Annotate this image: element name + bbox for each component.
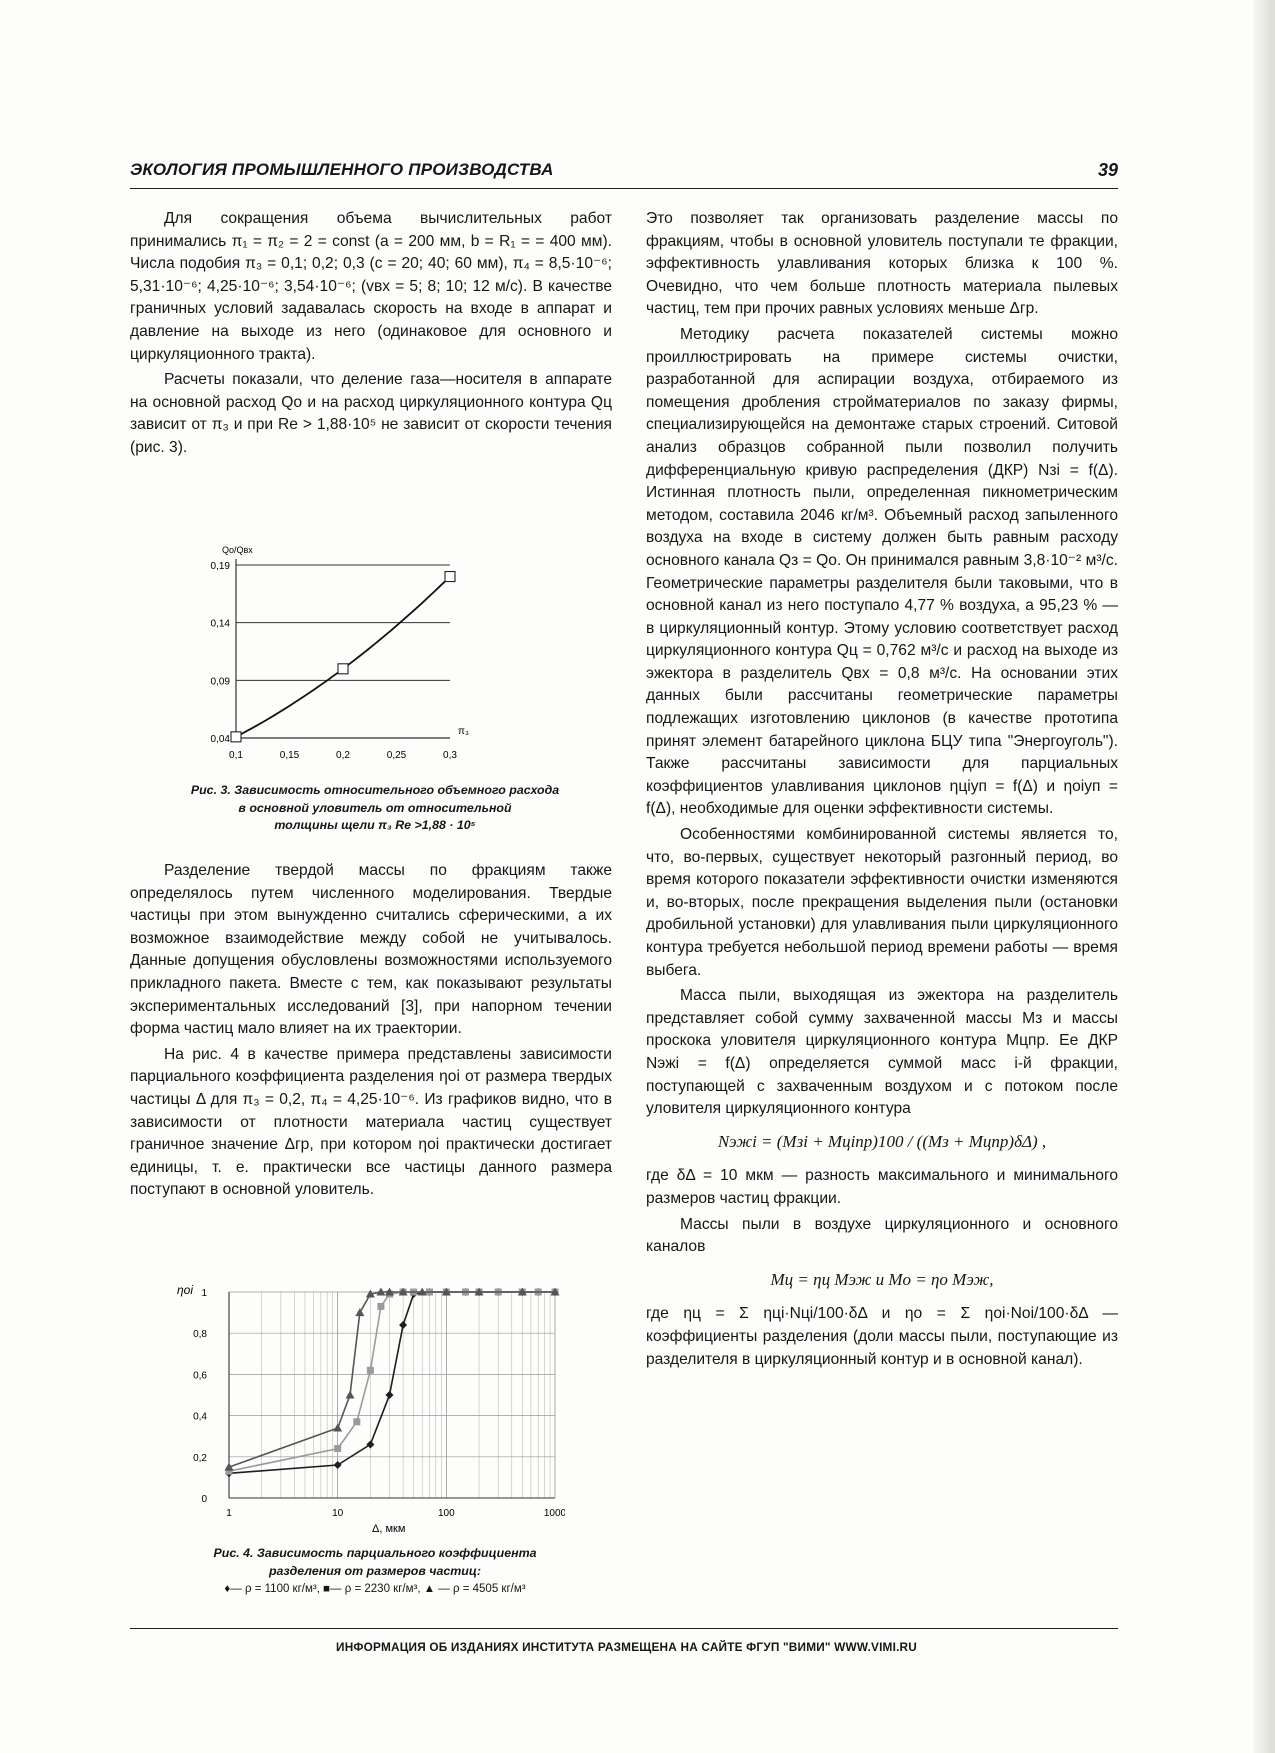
fig4-data-point-density-2230 (377, 1303, 384, 1310)
fig3-x-tick-label: 0,25 (386, 750, 407, 761)
fig3-x-tick-label: 0,1 (229, 750, 243, 761)
fig4-x-tick-label: 100 (437, 1508, 455, 1519)
figure-3-caption (140, 782, 610, 835)
fig4-y-axis-label: ηоi (177, 1283, 194, 1297)
figure-3-svg (200, 530, 530, 780)
fig3-x-axis-label: π₃ (458, 726, 469, 737)
fig4-y-tick-label: 1 (201, 1288, 207, 1299)
fig3-y-tick-label: 0,09 (210, 676, 230, 688)
fig4-data-point-density-1100 (334, 1461, 342, 1469)
left-column-bottom (130, 860, 612, 1205)
fig3-x-tick-label: 0,2 (336, 750, 350, 761)
fig4-y-tick-label: 0,4 (193, 1411, 207, 1423)
fig3-y-tick-label: 0,14 (210, 618, 230, 630)
figure-4-svg (175, 1270, 565, 1535)
left-paragraph-4: На рис. 4 в качестве примера представлены зависимости парциального коэффициента разделения ηоi от размера твердых частицы Δ для π₃ = 0,2, π₄ = 4,25·10⁻⁶. Из графиков видно, что в зависимости от плотности материала частиц существует граничное значение Δгр, при котором ηоi практически достигает единицы, т. е. практически все частицы данного размера поступают в основной уловитель. (130, 1045, 612, 1199)
fig3-x-tick-label: 0,15 (279, 750, 300, 761)
figure-4-caption (140, 1545, 610, 1580)
fig4-series-line-density-1100 (229, 1292, 555, 1473)
figure-4-chart (175, 1270, 565, 1535)
footer-note: ИНФОРМАЦИЯ ОБ ИЗДАНИЯХ ИНСТИТУТА РАЗМЕЩЕНА НА САЙТЕ ФГУП "ВИМИ" WWW.VIMI.RU (336, 1640, 917, 1654)
fig3-data-point (231, 732, 241, 742)
fig4-x-tick-label: 10 (332, 1508, 344, 1519)
journal-title: ЭКОЛОГИЯ ПРОМЫШЛЕННОГО ПРОИЗВОДСТВА (130, 160, 554, 179)
page-header (130, 160, 1118, 186)
fig3-x-tick-label: 0,3 (443, 750, 457, 761)
fig4-data-point-density-2230 (353, 1418, 360, 1425)
footer-rule (130, 1628, 1118, 1629)
fig4-data-point-density-4505 (355, 1308, 364, 1316)
fig4-y-tick-label: 0 (201, 1494, 207, 1505)
right-paragraph-5: где δΔ = 10 мкм — разность максимального и минимального размеров частиц фракции. (646, 1167, 1118, 1207)
right-column (646, 208, 1118, 1374)
figure-3-chart (200, 530, 530, 780)
right-paragraph-2: Методику расчета показателей системы можно проиллюстрировать на примере системы очистки, разработанной для аспирации воздуха, отбираемого из помещения дробления стройматериалов по заказу фирмы, специализирующейся на демонтаже старых строений. Ситовой анализ образцов собранной пыли позволил получить дифференциальную кривую распределения (ДКР) Nзi = f(Δ). Истинная плотность пыли, определенная пикнометрическим методом, составила 2046 кг/м³. Объемный расход запыленного воздуха на входе в систему должен быть равным расходу основного канала Qз = Qо. Он принимался равным 3,8·10⁻² м³/с. Геометрические параметры разделителя были таковыми, что в основной канал из него поступало 4,77 % воздуха, а 95,23 % — в циркуляционный контур. Этому условию соответствует расход циркуляционного контура Qц = 0,762 м³/с и расход на выходе из эжектора в разделитель Qвх = 0,8 м³/с. На основании этих данных были рассчитаны геометрические параметры подлежащих изготовлению циклонов (в качестве прототипа принят элемент батарейного циклона БЦУ типа "Энергоуголь"). Также рассчитаны зависимости для парциальных коэффициентов улавливания циклонов ηцiуп = f(Δ) и ηоiуп = f(Δ), необходимые для оценки эффективности системы. (646, 325, 1118, 818)
fig4-y-tick-label: 0,6 (193, 1370, 207, 1382)
fig4-data-point-density-4505 (346, 1391, 355, 1399)
equation-1: Nэжi = (Mзi + Mцiпр)100 / ((Mз + Mцпр)δΔ) , (717, 1131, 1047, 1151)
fig3-y-axis-label: Qо/Qвх (222, 545, 253, 555)
page-edge (1253, 0, 1275, 1753)
figure-3-caption-line-3: толщины щели π₃ Re >1,88 · 10⁵ (274, 818, 476, 832)
fig4-data-point-density-1100 (366, 1440, 374, 1448)
page-number: 39 (1097, 160, 1118, 180)
right-paragraph-1: Это позволяет так организовать разделение массы по фракциям, чтобы в основной уловитель поступали те фракции, эффективность улавливания которых близка к 100 %. Очевидно, что чем больше плотность материала пылевых частиц, тем при прочих равных условиях меньше Δгр. (646, 210, 1118, 318)
figure-3-caption-line-1: Рис. 3. Зависимость относительного объемного расхода (190, 783, 560, 797)
fig4-x-axis-label: Δ, мкм (372, 1523, 406, 1535)
fig3-y-tick-label: 0,04 (210, 734, 230, 745)
left-column-top (130, 208, 612, 463)
right-paragraph-6: Массы пыли в воздухе циркуляционного и основного каналов (646, 1215, 1118, 1256)
right-paragraph-3: Особенностями комбинированной системы является то, что, во-первых, существует некоторый разгонный период, во время которого показатели эффективности очистки изменяются и, во-вторых, после прекращения выделения пыли (остановки дробильной установки) для улавливания пыли циркуляционного контура требуется небольшой период времени работы — время выбега. (646, 826, 1118, 979)
fig4-data-point-density-1100 (386, 1391, 394, 1399)
fig3-data-point (338, 664, 348, 674)
fig3-data-point (445, 572, 455, 582)
figure-3-caption-line-2: в основной уловитель от относительной (238, 800, 512, 815)
figure-4-caption-line-1: Рис. 4. Зависимость парциального коэффициента (213, 1546, 537, 1560)
fig4-data-point-density-4505 (333, 1423, 342, 1431)
fig4-y-tick-label: 0,8 (193, 1329, 207, 1341)
fig4-x-tick-label: 1 (226, 1508, 232, 1519)
fig4-x-tick-label: 1000 (543, 1508, 565, 1519)
header-rule (130, 188, 1118, 189)
fig4-data-point-density-2230 (367, 1367, 374, 1374)
left-paragraph-1: Для сокращения объема вычислительных работ принимались π₁ = π₂ = 2 = const (a = 200 мм, b = R₁ = = 400 мм). Числа подобия π₃ = 0,1; 0,2; 0,3 (c = 20; 40; 60 мм), π₄ = 8,5·10⁻⁶; 5,31·10⁻⁶; 4,25·10⁻⁶; 3,54·10⁻⁶; (vвх = 5; 8; 10; 12 м/с). В качестве граничных условий задавалась скорость на входе в аппарат и давление на выходе из него (одинаковое для основного и циркуляционного тракта). (130, 210, 612, 363)
fig4-data-point-density-2230 (334, 1445, 341, 1452)
right-paragraph-4: Масса пыли, выходящая из эжектора на разделитель представляет собой сумму захваченной массы Mз и массы проскока уловителя циркуляционного контура Mцпр. Ее ДКР Nэжi = f(Δ) определяется суммой масс i-й фракции, поступающей с захваченным воздухом и с потоком после уловителя циркуляционного контура (646, 987, 1118, 1118)
right-paragraph-7: где ηц = Σ ηцi·Nцi/100·δΔ и ηо = Σ ηоi·Nоi/100·δΔ — коэффициенты разделения (доли массы пыли, поступающие из разделителя в циркуляционный контур и в основной канал). (646, 1305, 1118, 1368)
figure-4-legend: ♦— ρ = 1100 кг/м³, ■— ρ = 2230 кг/м³, ▲ — ρ = 4505 кг/м³ (224, 1583, 526, 1595)
equation-2: Mц = ηц Mэж и Mо = ηо Mэж, (770, 1269, 994, 1289)
fig3-y-tick-label: 0,19 (210, 561, 230, 572)
fig4-data-point-density-1100 (399, 1321, 407, 1329)
left-paragraph-2: Расчеты показали, что деление газа—носителя в аппарате на основной расход Qо и на расход циркуляционного контура Qц зависит от π₃ и при Re > 1,88·10⁵ не зависит от скорости течения (рис. 3). (130, 371, 612, 456)
fig4-y-tick-label: 0,2 (193, 1452, 207, 1464)
fig3-series-line (236, 577, 450, 737)
left-paragraph-3: Разделение твердой массы по фракциям также определялось путем численного моделирования. Твердые частицы при этом вынужденно считались сферическими, а их возможное взаимодействие между собой не учитывалось. Данные допущения обусловлены возможностями используемого прикладного пакета. Вместе с тем, как показывают результаты экспериментальных исследований [3], при напорном течении форма частиц мало влияет на их траектории. (130, 862, 612, 1038)
figure-4-caption-line-2: разделения от размеров частиц: (268, 1563, 482, 1578)
